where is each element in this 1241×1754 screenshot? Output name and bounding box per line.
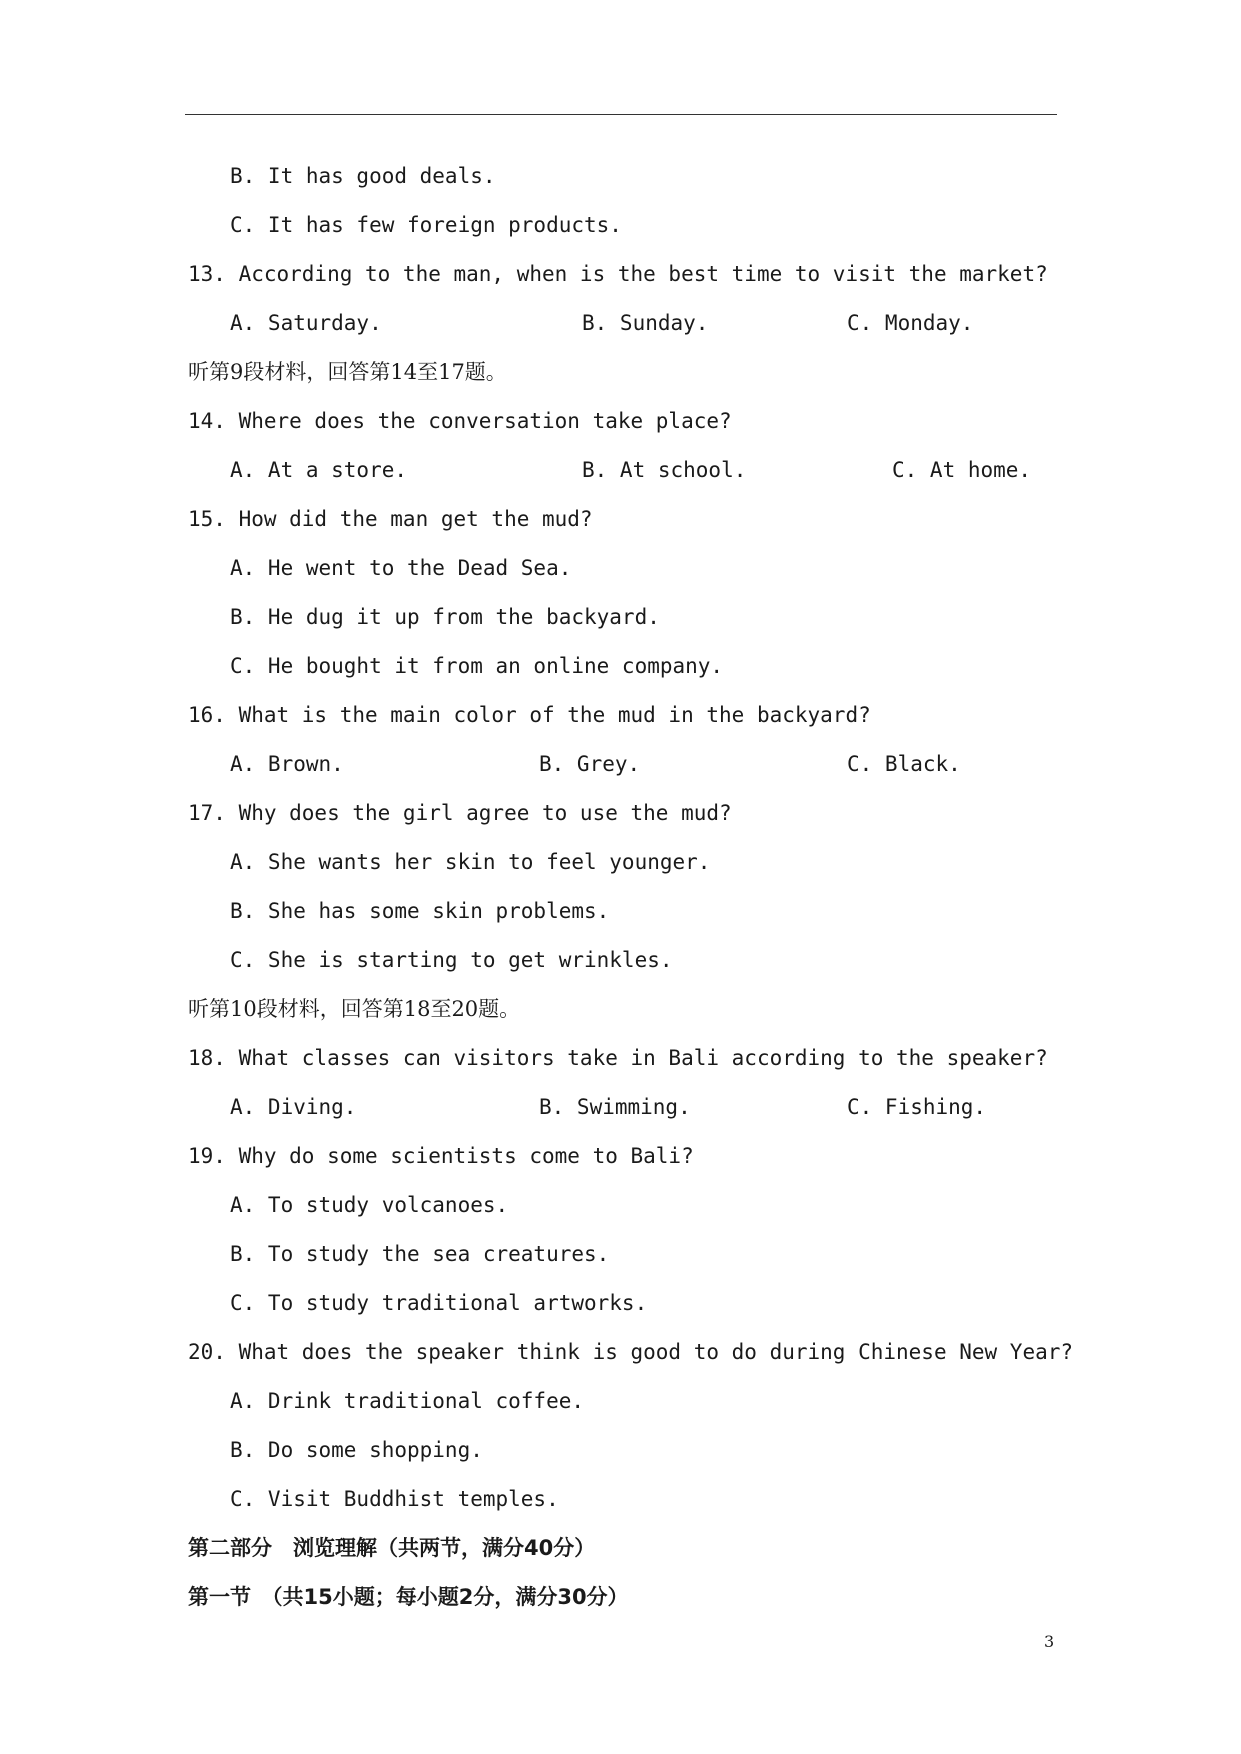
q20-option-a: A. Drink traditional coffee. (230, 1389, 585, 1413)
q18-question: 18. What classes can visitors take in Bali according to the speaker? (188, 1046, 1048, 1070)
q15-option-a: A. He went to the Dead Sea. (230, 556, 572, 580)
q12-option-c: C. It has few foreign products. (230, 213, 622, 237)
q16-option-c: C. Black. (847, 752, 961, 776)
q14-question: 14. Where does the conversation take place? (188, 409, 732, 433)
q17-question: 17. Why does the girl agree to use the mud? (188, 801, 732, 825)
q15-question: 15. How did the man get the mud? (188, 507, 593, 531)
section10-instruction: 听第10段材料，回答第18至20题。 (188, 997, 521, 1021)
q16-option-a: A. Brown. (230, 752, 344, 776)
q18-option-c: C. Fishing. (847, 1095, 987, 1119)
q17-option-b: B. She has some skin problems. (230, 899, 610, 923)
q19-option-a: A. To study volcanoes. (230, 1193, 509, 1217)
q14-option-b: B. At school. (582, 458, 747, 482)
q19-option-b: B. To study the sea creatures. (230, 1242, 610, 1266)
q15-option-c: C. He bought it from an online company. (230, 654, 724, 678)
q14-option-c: C. At home. (892, 458, 1032, 482)
q16-option-b: B. Grey. (539, 752, 641, 776)
q13-option-c: C. Monday. (847, 311, 974, 335)
q20-question: 20. What does the speaker think is good to do during Chinese New Year? (188, 1340, 1074, 1364)
q19-question: 19. Why do some scientists come to Bali? (188, 1144, 694, 1168)
page-number: 3 (1044, 1632, 1055, 1651)
q15-option-b: B. He dug it up from the backyard. (230, 605, 660, 629)
part2-heading: 第二部分 浏览理解（共两节，满分40分） (188, 1536, 596, 1560)
q18-option-a: A. Diving. (230, 1095, 357, 1119)
header-rule (185, 114, 1057, 115)
q16-question: 16. What is the main color of the mud in the backyard? (188, 703, 871, 727)
q20-option-c: C. Visit Buddhist temples. (230, 1487, 559, 1511)
q14-option-a: A. At a store. (230, 458, 408, 482)
q18-option-b: B. Swimming. (539, 1095, 691, 1119)
q17-option-c: C. She is starting to get wrinkles. (230, 948, 673, 972)
q12-option-b: B. It has good deals. (230, 164, 496, 188)
q19-option-c: C. To study traditional artworks. (230, 1291, 648, 1315)
section9-instruction: 听第9段材料，回答第14至17题。 (188, 360, 507, 384)
q13-option-b: B. Sunday. (582, 311, 709, 335)
q13-question: 13. According to the man, when is the best time to visit the market? (188, 262, 1048, 286)
section1-heading: 第一节 （共15小题；每小题2分，满分30分） (188, 1585, 629, 1609)
q20-option-b: B. Do some shopping. (230, 1438, 483, 1462)
q17-option-a: A. She wants her skin to feel younger. (230, 850, 711, 874)
q13-option-a: A. Saturday. (230, 311, 382, 335)
